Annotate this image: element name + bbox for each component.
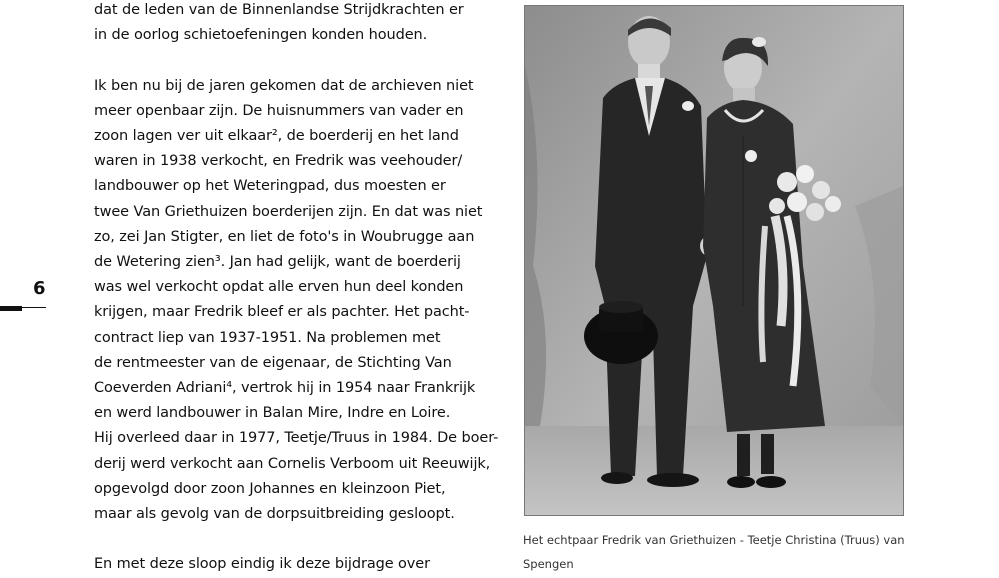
body-line: zo, zei Jan Stigter, en liet de foto's in Woubrugge aan (94, 228, 475, 245)
body-line: Ik ben nu bij de jaren gekomen dat de archieven niet (94, 77, 474, 94)
body-line: krijgen, maar Fredrik bleef er als pachter. Het pacht- (94, 304, 470, 321)
body-line: Hij overleed daar in 1977, Teetje/Truus in 1984. De boer- (94, 430, 499, 447)
paragraph-gap (94, 48, 494, 73)
body-line: En met deze sloop eindig ik deze bijdrage over (94, 556, 430, 573)
body-line: contract liep van 1937-1951. Na problemen met (94, 329, 441, 346)
body-line: derij werd verkocht aan Cornelis Verboom uit Reeuwijk, (94, 455, 491, 472)
caption-line: Het echtpaar Fredrik van Griethuizen - Teetje Christina (Truus) van (523, 533, 905, 547)
body-line: meer openbaar zijn. De huisnummers van vader en (94, 102, 464, 119)
page-number-rule (0, 306, 22, 311)
body-line: waren in 1938 verkocht, en Fredrik was veehouder/ (94, 153, 463, 170)
body-line: dat de leden van de Binnenlandse Strijdkrachten er (94, 2, 464, 18)
body-text (94, 0, 499, 578)
body-line: en werd landbouwer in Balan Mire, Indre en Loire. (94, 405, 451, 422)
paragraph-gap (94, 527, 494, 552)
body-line: zoon lagen ver uit elkaar², de boerderij en het land (94, 128, 459, 144)
page-number-rule-thin (22, 307, 46, 308)
body-line: twee Van Griethuizen boerderijen zijn. En dat was niet (94, 203, 483, 220)
body-line: Coeverden Adriani⁴, vertrok hij in 1954 naar Frankrijk (94, 380, 476, 397)
body-line: maar als gevolg van de dorpsuitbreiding gesloopt. (94, 506, 455, 523)
wedding-photo-illustration (525, 6, 903, 515)
body-line: de Wetering zien³. Jan had gelijk, want de boerderij (94, 254, 461, 271)
body-line: in de oorlog schietoefeningen konden houden. (94, 27, 428, 44)
wedding-photo (524, 5, 904, 516)
page-number: 6 (33, 278, 46, 299)
body-line: de rentmeester van de eigenaar, de Stichting Van (94, 354, 452, 371)
body-line: was wel verkocht opdat alle erven hun deel konden (94, 279, 464, 296)
body-line: opgevolgd door zoon Johannes en kleinzoon Piet, (94, 480, 446, 497)
photo-caption (523, 528, 923, 576)
body-line: landbouwer op het Weteringpad, dus moesten er (94, 178, 446, 195)
caption-line: Spengen (523, 557, 574, 571)
